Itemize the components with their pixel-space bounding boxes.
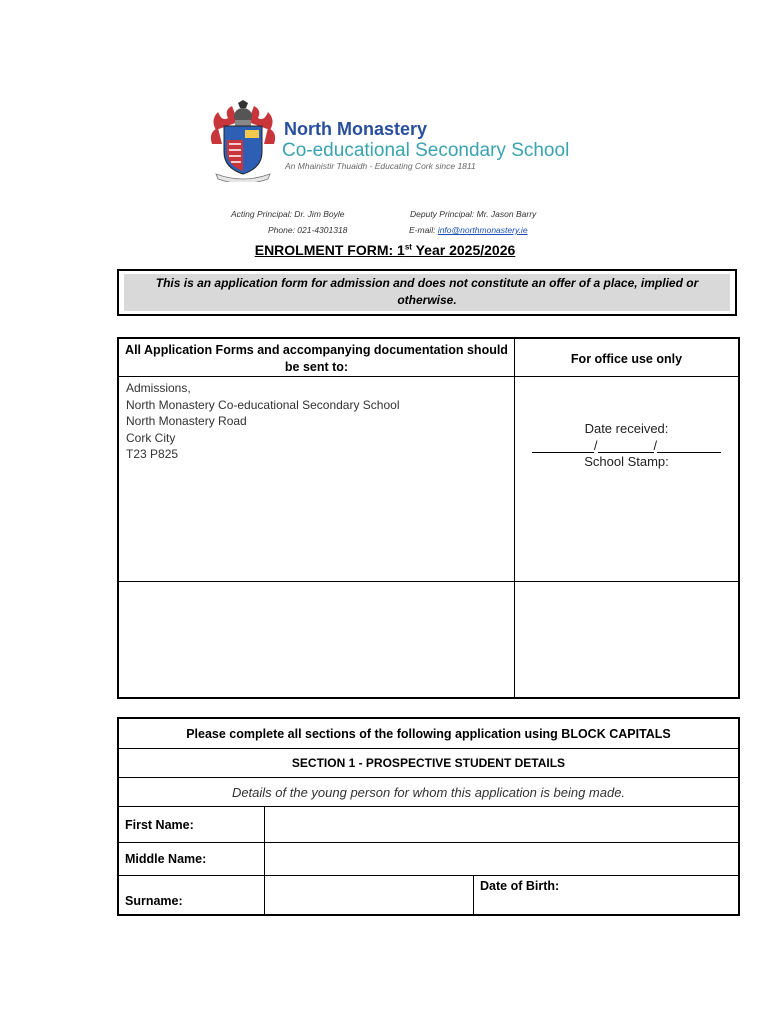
email-link[interactable]: info@northmonastery.ie — [437, 225, 528, 235]
form-title-suffix: Year 2025/2026 — [411, 242, 516, 258]
surname-label: Surname: — [118, 876, 265, 916]
section1-table — [117, 717, 740, 916]
form-title-sup: st — [404, 242, 412, 252]
email-line — [409, 225, 528, 235]
deputy-principal: Deputy Principal: Mr. Jason Barry — [410, 209, 537, 219]
section1-subtitle: Details of the young person for whom this application is being made. — [118, 778, 739, 807]
date-separator: / — [653, 438, 658, 453]
first-name-label: First Name: — [118, 807, 265, 843]
form-title-prefix: ENROLMENT FORM: 1 — [254, 242, 405, 258]
school-name: North Monastery — [284, 119, 428, 139]
email-label: E-mail: — [409, 225, 438, 235]
office-use-cell — [515, 377, 740, 582]
address-line: North Monastery Road — [126, 414, 247, 428]
date-received-label: Date received: — [584, 421, 669, 436]
form-title — [0, 242, 770, 258]
school-crest-icon — [208, 100, 278, 182]
date-separator: / — [593, 438, 598, 453]
block-capitals-instruction: Please complete all sections of the following application using BLOCK CAPITALS — [118, 718, 739, 749]
dob-label[interactable]: Date of Birth: — [474, 876, 740, 916]
address-table — [117, 337, 740, 699]
surname-field[interactable] — [265, 876, 474, 916]
date-received-field[interactable] — [515, 438, 738, 453]
middle-name-label: Middle Name: — [118, 843, 265, 876]
address-line: T23 P825 — [126, 447, 179, 461]
disclaimer-box — [117, 269, 737, 316]
school-motto: An Mhainistir Thuaidh - Educating Cork since 1811 — [285, 161, 476, 171]
acting-principal: Acting Principal: Dr. Jim Boyle — [231, 209, 345, 219]
disclaimer-text: This is an application form for admission and does not constitute an offer of a place, implied or otherwise. — [124, 274, 730, 311]
section1-title: SECTION 1 - PROSPECTIVE STUDENT DETAILS — [118, 749, 739, 778]
first-name-field[interactable] — [265, 807, 740, 843]
address-block — [118, 377, 515, 582]
address-header: All Application Forms and accompanying documentation should be sent to: — [118, 338, 515, 377]
address-line: North Monastery Co-educational Secondary School — [126, 397, 400, 412]
middle-name-field[interactable] — [265, 843, 740, 876]
school-stamp-label: School Stamp: — [584, 454, 669, 469]
address-line: Admissions, — [126, 381, 191, 395]
blank-cell-right — [515, 582, 740, 699]
address-line: Cork City — [126, 430, 176, 445]
blank-cell-left — [118, 582, 515, 699]
office-use-header: For office use only — [515, 338, 740, 377]
school-subtitle: Co-educational Secondary School — [282, 140, 570, 161]
phone-number: Phone: 021-4301318 — [268, 225, 348, 235]
